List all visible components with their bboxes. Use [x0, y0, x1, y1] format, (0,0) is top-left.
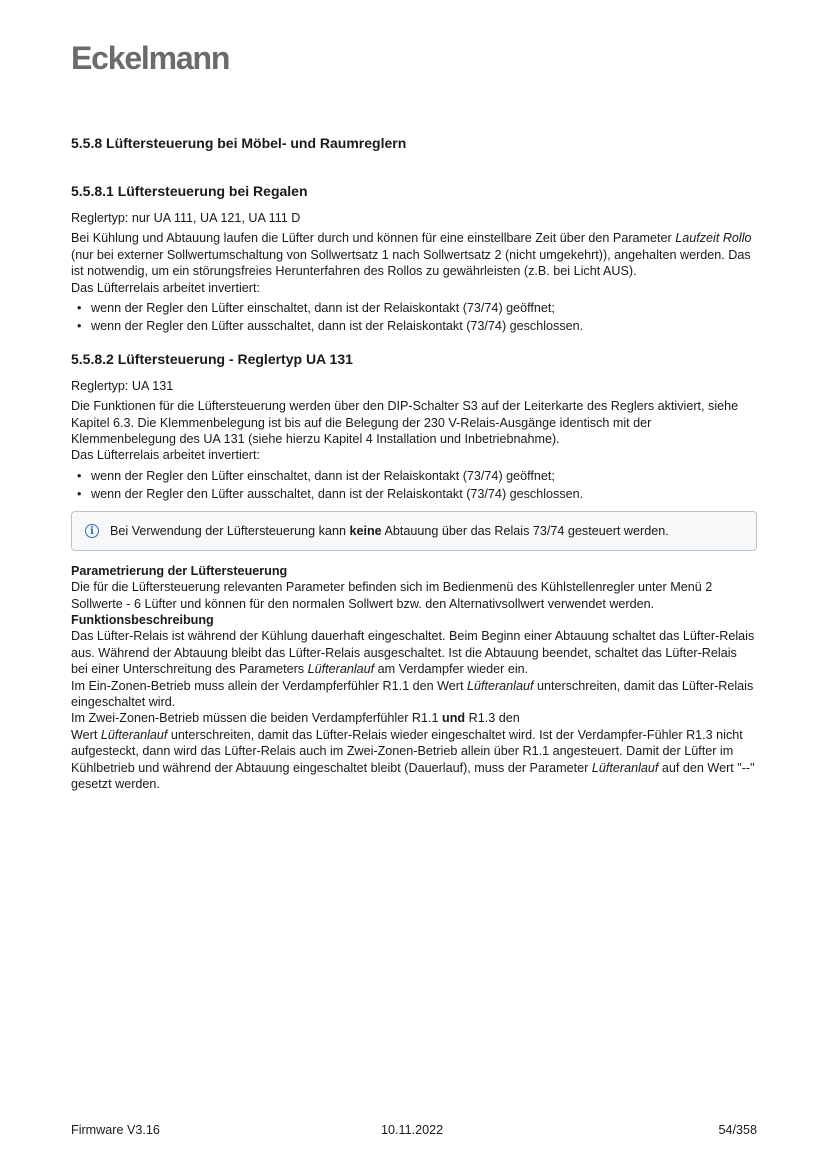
param-text: Die für die Lüftersteuerung relevanten Parameter befinden sich im Bedienmenü des Kühlstellenregler unter Menü 2 Sollwerte - 6 Lüfter und können für den normalen Sollwert bzw. den Alternativsollwert verwendet werden.: [71, 580, 713, 611]
section-title: 5.5.8 Lüftersteuerung bei Möbel- und Raumreglern: [71, 135, 407, 151]
footer-date: 10.11.2022: [381, 1123, 444, 1137]
reglertyp-line: Reglertyp: UA 131: [71, 378, 174, 393]
company-logo: Eckelmann: [71, 40, 230, 76]
bullet-list: [71, 300, 757, 335]
page-content: [71, 134, 757, 792]
list-item: • wenn der Regler den Lüfter einschaltet, dann ist der Relaiskontakt (73/74) geöffnet;: [77, 468, 555, 483]
list-item: • wenn der Regler den Lüfter einschaltet, dann ist der Relaiskontakt (73/74) geöffnet;: [77, 301, 555, 316]
footer-page-number: 54/358: [718, 1123, 757, 1137]
paragraph-invert: Das Lüfterrelais arbeitet invertiert:: [71, 280, 260, 295]
paragraph-dip: Die Funktionen für die Lüftersteuerung werden über den DIP-Schalter S3 auf der Leiterkarte des Reglers aktiviert, siehe Kapitel 6.3. Die Klemmenbelegung ist bis auf die Belegung der 230 V-Relais-Ausgänge identisch mit der Klemmenbelegung des UA 131 (siehe hierzu Kapitel 4 Installation und Inbetriebnahme).: [71, 399, 739, 447]
bullet-list: [71, 468, 757, 503]
note-text: Bei Verwendung der Lüftersteuerung kann keine Abtauung über das Relais 73/74 gesteuert werden.: [110, 523, 669, 538]
subsection-title-regale: 5.5.8.1 Lüftersteuerung bei Regalen: [71, 183, 308, 199]
info-icon: i: [85, 524, 99, 538]
paragraph-intro: Bei Kühlung und Abtauung laufen die Lüfter durch und können für eine einstellbare Zeit über den Parameter Laufzeit Rollo (nur bei externer Sollwertumschaltung von Sollwertsatz 1 nach Sollwertsatz 2 (nicht umgekehrt)), angehalten werden. Das ist notwendig, um ein störungsfreies Herunterfahren des Rollos zu gewährleisten (z.B. bei Licht AUS).: [71, 231, 752, 279]
paragraph-invert: Das Lüfterrelais arbeitet invertiert:: [71, 448, 260, 463]
func-paragraph-4: Wert Lüfteranlauf unterschreiten, damit das Lüfter-Relais wieder eingeschaltet wird. Ist der Verdampfer-Fühler R1.3 nicht aufgesteckt, dann wird das Lüfter-Relais auch im Zwei-Zonen-Betrieb allein über R1.1 angesteuert. Damit der Lüfter im Kühlbetrieb und während der Abtauung eingeschaltet bleibt (Dauerlauf), muss der Parameter Lüfteranlauf auf den Wert "--" gesetzt werden.: [71, 727, 755, 791]
func-paragraph-2: Im Ein-Zonen-Betrieb muss allein der Verdampferfühler R1.1 den Wert Lüfteranlauf unterschreiten, damit das Lüfter-Relais eingeschaltet wird.: [71, 678, 754, 709]
param-heading: Parametrierung der Lüftersteuerung: [71, 563, 288, 578]
subsection-title-ua131: 5.5.8.2 Lüftersteuerung - Reglertyp UA 131: [71, 350, 353, 367]
func-heading: Funktionsbeschreibung: [71, 612, 214, 627]
footer-firmware: Firmware V3.16: [71, 1123, 160, 1137]
list-item: • wenn der Regler den Lüfter ausschaltet, dann ist der Relaiskontakt (73/74) geschlossen.: [77, 319, 584, 334]
func-paragraph-3: Im Zwei-Zonen-Betrieb müssen die beiden Verdampferfühler R1.1 und R1.3 den: [71, 711, 520, 726]
func-paragraph-1: Das Lüfter-Relais ist während der Kühlung dauerhaft eingeschaltet. Beim Beginn einer Abtauung schaltet das Lüfter-Relais aus. Während der Abtauung bleibt das Lüfter-Relais ausgeschaltet. Ist die Abtauung beendet, schaltet das Lüfter-Relais bei einer Unterschreitung des Parameters Lüfteranlauf am Verdampfer wieder ein.: [71, 629, 755, 677]
list-item: • wenn der Regler den Lüfter ausschaltet, dann ist der Relaiskontakt (73/74) geschlossen.: [77, 487, 584, 502]
reglertyp-line: Reglertyp: nur UA 111, UA 121, UA 111 D: [71, 211, 301, 225]
info-note: [71, 511, 757, 551]
